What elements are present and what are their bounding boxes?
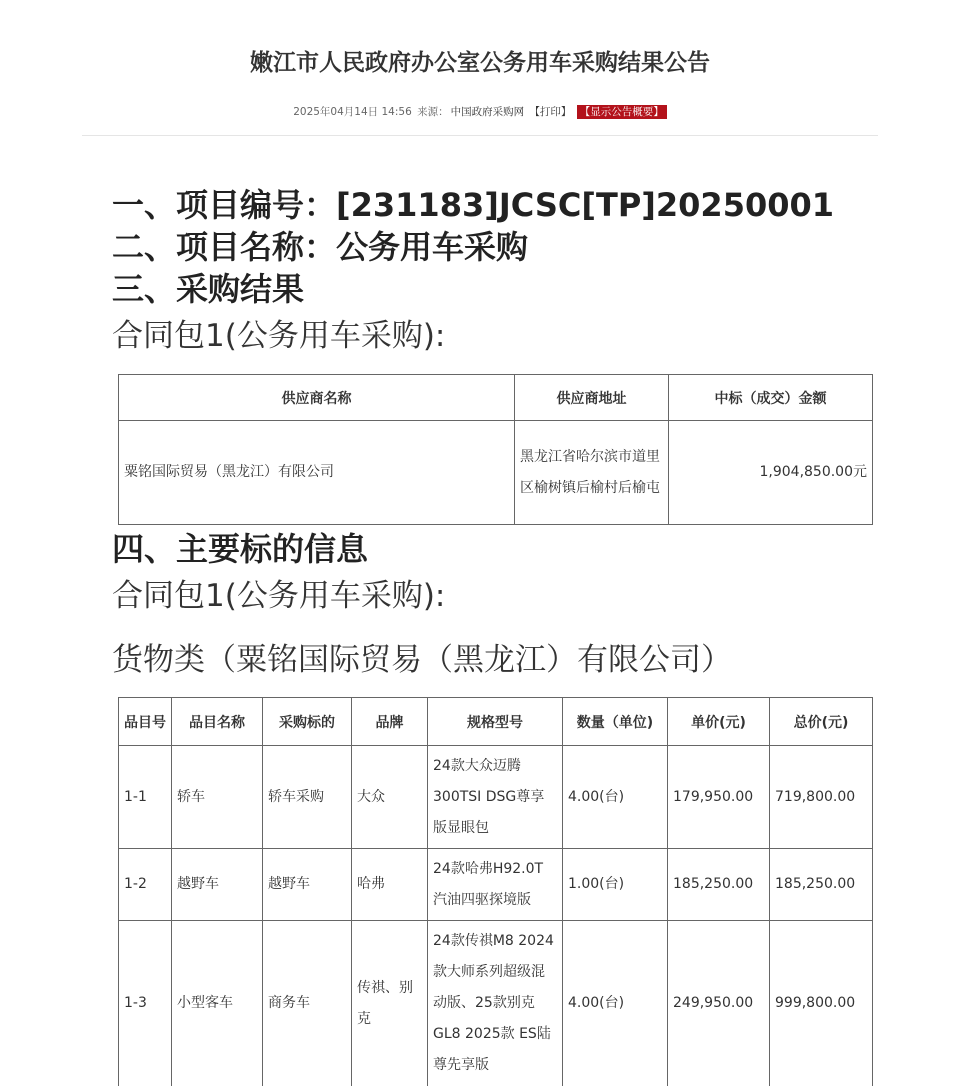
header-item-name: 品目名称 — [172, 698, 263, 746]
header-supplier-name: 供应商名称 — [119, 375, 515, 421]
header-total: 总价(元) — [770, 698, 873, 746]
item-brand: 传祺、别克 — [352, 921, 428, 1086]
contract-package-heading-2: 合同包1(公务用车采购): — [112, 578, 446, 614]
item-brand: 大众 — [352, 746, 428, 849]
publish-datetime: 2025年04月14日 14:56 — [293, 106, 412, 118]
table-header-row — [119, 698, 873, 746]
item-total: 719,800.00 — [770, 746, 873, 849]
item-total: 185,250.00 — [770, 849, 873, 921]
page-title: 嫩江市人民政府办公室公务用车采购结果公告 — [250, 50, 710, 76]
item-target: 越野车 — [263, 849, 352, 921]
section-project-number: 一、项目编号：[231183]JCSC[TP]20250001 — [112, 186, 835, 224]
section-project-name: 二、项目名称：公务用车采购 — [112, 228, 529, 266]
award-amount: 1,904,850.00元 — [669, 421, 873, 525]
item-qty: 1.00(台) — [563, 849, 668, 921]
item-name: 小型客车 — [172, 921, 263, 1086]
item-qty: 4.00(台) — [563, 746, 668, 849]
item-target: 商务车 — [263, 921, 352, 1086]
header-item-no: 品目号 — [119, 698, 172, 746]
item-unit-price: 249,950.00 — [668, 921, 770, 1086]
header-qty: 数量（单位) — [563, 698, 668, 746]
section-procurement-result: 三、采购结果 — [112, 270, 305, 308]
item-spec: 24款大众迈腾300TSI DSG尊享版显眼包 — [428, 746, 563, 849]
item-unit-price: 179,950.00 — [668, 746, 770, 849]
item-target: 轿车采购 — [263, 746, 352, 849]
items-table — [118, 697, 873, 1086]
item-no: 1-1 — [119, 746, 172, 849]
meta-line — [0, 104, 960, 119]
table-row — [119, 921, 873, 1086]
item-name: 越野车 — [172, 849, 263, 921]
divider — [82, 135, 878, 136]
contract-package-heading: 合同包1(公务用车采购): — [112, 318, 446, 354]
header-supplier-address: 供应商地址 — [515, 375, 669, 421]
item-name: 轿车 — [172, 746, 263, 849]
item-unit-price: 185,250.00 — [668, 849, 770, 921]
section-main-items: 四、主要标的信息 — [112, 530, 369, 568]
header-award-amount: 中标（成交）金额 — [669, 375, 873, 421]
item-no: 1-3 — [119, 921, 172, 1086]
header-target: 采购标的 — [263, 698, 352, 746]
item-total: 999,800.00 — [770, 921, 873, 1086]
item-no: 1-2 — [119, 849, 172, 921]
supplier-address: 黑龙江省哈尔滨市道里区榆树镇后榆村后榆屯 — [515, 421, 669, 525]
source-link[interactable]: 中国政府采购网 — [450, 106, 525, 118]
print-link[interactable]: 【打印】 — [529, 106, 572, 118]
table-row — [119, 421, 873, 525]
result-table — [118, 374, 873, 525]
table-row — [119, 849, 873, 921]
show-summary-button[interactable]: 【显示公告概要】 — [577, 105, 667, 119]
item-spec: 24款传祺M8 2024款大师系列超级混动版、25款别克GL8 2025款 ES陆尊先享版 — [428, 921, 563, 1086]
table-header-row — [119, 375, 873, 421]
supplier-name: 粟铭国际贸易（黑龙江）有限公司 — [119, 421, 515, 525]
header-spec: 规格型号 — [428, 698, 563, 746]
item-qty: 4.00(台) — [563, 921, 668, 1086]
source-label: 来源： — [417, 106, 449, 118]
item-brand: 哈弗 — [352, 849, 428, 921]
header-brand: 品牌 — [352, 698, 428, 746]
item-spec: 24款哈弗H92.0T汽油四驱探境版 — [428, 849, 563, 921]
goods-category-heading: 货物类（粟铭国际贸易（黑龙江）有限公司） — [112, 642, 732, 678]
table-row — [119, 746, 873, 849]
header-unit-price: 单价(元) — [668, 698, 770, 746]
